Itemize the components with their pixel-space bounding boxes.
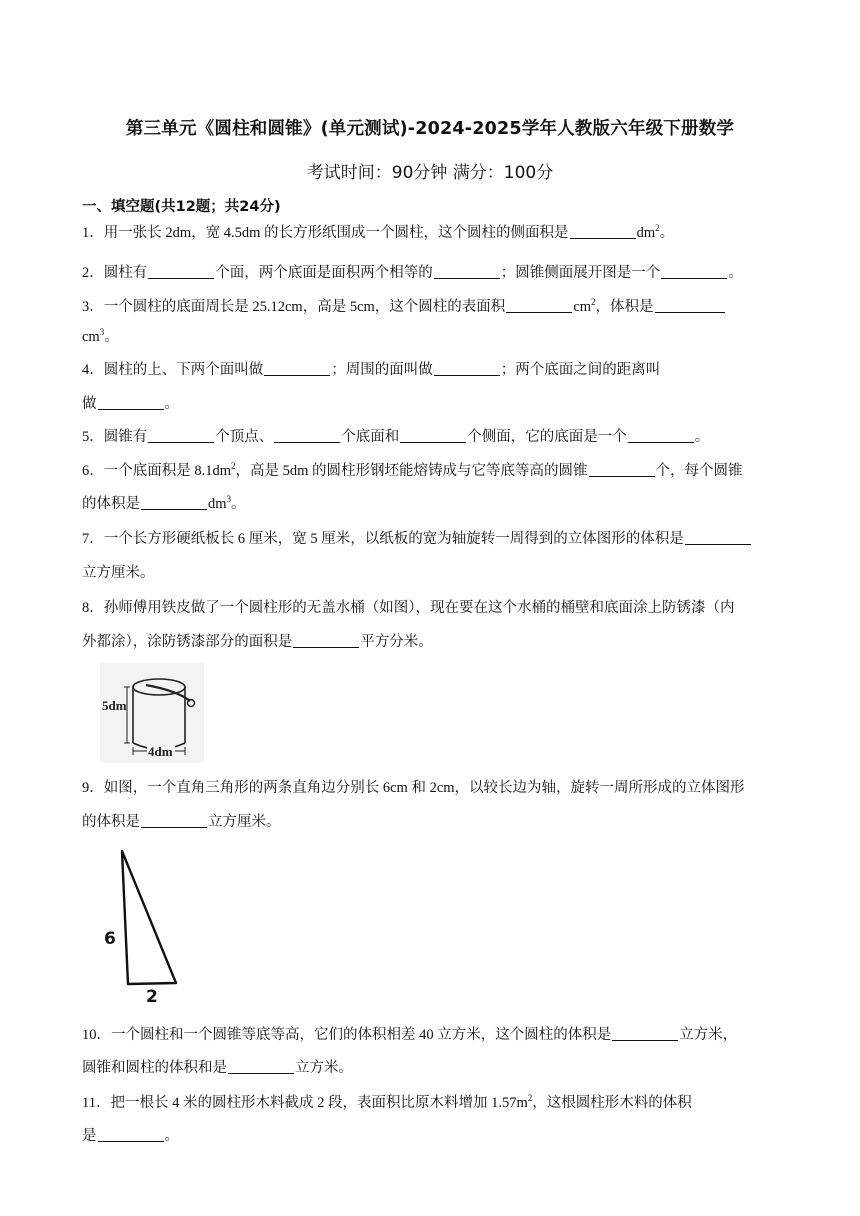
question-7: 7．一个长方形硬纸板长 6 厘米，宽 5 厘米，以纸板的宽为轴旋转一周得到的立体图形的体积是 [82,529,752,549]
question-10-cont: 圆锥和圆柱的体积和是 立方米。 [82,1060,353,1076]
question-8: 8．孙师傅用铁皮做了一个圆柱形的无盖水桶（如图），现在要在这个水桶的桶壁和底面涂上防锈漆（内 [82,600,735,616]
answer-blank[interactable] [148,428,214,443]
answer-blank[interactable] [293,633,359,648]
answer-blank[interactable] [570,224,636,239]
answer-blank[interactable] [400,428,466,443]
question-8-cont: 外都涂），涂防锈漆部分的面积是 平方分米。 [82,634,433,650]
exam-info: 考试时间：90分钟 满分：100分 [306,163,554,183]
answer-blank[interactable] [98,395,164,410]
answer-blank[interactable] [98,1127,164,1142]
question-11: 11．把一根长 4 米的圆柱形木料截成 2 段，表面积比原木料增加 $1.57m^2$，这根圆柱形木料的体积 [82,1093,692,1111]
section-heading: 一、填空题(共12题；共24分) [82,199,281,215]
answer-blank[interactable] [661,264,727,279]
answer-blank[interactable] [141,495,207,510]
question-3: 3．一个圆柱的底面周长是 25.12cm，高是 5cm，这个圆柱的表面积 $cm^2$，体积是 [82,297,726,317]
question-7-cont: 立方厘米。 [82,565,155,581]
answer-blank[interactable] [506,298,572,313]
answer-blank[interactable] [264,361,330,376]
question-10: 10．一个圆柱和一个圆锥等底等高，它们的体积相差 40 立方米，这个圆柱的体积是 立方米， [82,1027,738,1043]
question-6-cont: 的体积是 $dm^3$。 [82,494,246,512]
answer-blank[interactable] [655,298,725,313]
question-4: 4．圆柱的上、下两个面叫做 ；周围的面叫做 ；两个底面之间的距离叫 [82,362,661,378]
answer-blank[interactable] [589,462,655,477]
answer-blank[interactable] [434,361,500,376]
question-9-cont: 的体积是 立方厘米。 [82,814,281,830]
answer-blank[interactable] [228,1059,294,1074]
answer-blank[interactable] [434,264,500,279]
triangle-base-label: 2 [146,987,158,1005]
triangle-figure [100,845,190,1005]
answer-blank[interactable] [685,530,751,545]
answer-blank[interactable] [628,428,694,443]
question-3-cont: $cm^3$。 [82,327,119,345]
answer-blank[interactable] [148,264,214,279]
question-11-cont: 是 。 [82,1128,179,1144]
answer-blank[interactable] [612,1026,678,1041]
question-2: 2．圆柱有 个面，两个底面是面积两个相等的 ；圆锥侧面展开图是一个 。 [82,265,743,281]
page-title: 第三单元《圆柱和圆锥》(单元测试)-2024-2025学年人教版六年级下册数学 [125,119,735,139]
question-5: 5．圆锥有 个顶点、 个底面和 个侧面，它的底面是一个 。 [82,429,710,445]
question-1: 1．用一张长 2dm，宽 4.5dm 的长方形纸围成一个圆柱，这个圆柱的侧面积是 $dm^2$。 [82,223,675,241]
question-9: 9．如图，一个直角三角形的两条直角边分别长 6cm 和 2cm，以较长边为轴，旋转一周所形成的立体图形 [82,780,745,796]
answer-blank[interactable] [141,813,207,828]
answer-blank[interactable] [274,428,340,443]
question-4-cont: 做 。 [82,396,179,412]
triangle-side-label: 6 [104,929,116,949]
question-6: 6．一个底面积是 $8.1dm^2$，高是 5dm 的圆柱形钢坯能熔铸成与它等底等高的圆锥 个，每个圆锥 [82,461,743,479]
bucket-height-label: 5dm [102,698,127,713]
bucket-diameter-label: 4dm [148,744,173,759]
bucket-figure [100,663,204,763]
